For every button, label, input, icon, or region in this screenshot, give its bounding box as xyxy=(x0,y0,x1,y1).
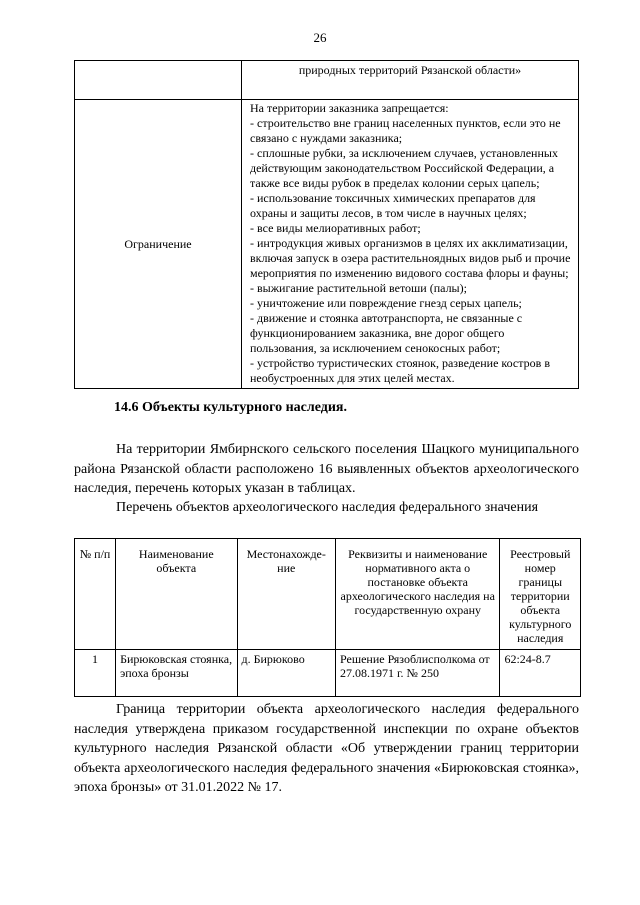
restriction-item: - все виды мелиоративных работ; xyxy=(250,221,421,235)
paragraph-intro: На территории Ямбирнского сельского поселения Шацкого муниципального района Рязанской области расположено 16 выявленных объектов археологического наследия, перечень которых указан в таблицах. xyxy=(74,442,579,496)
restriction-label: Ограничение xyxy=(75,100,242,389)
restriction-item: - строительство вне границ населенных пунктов, если это не связано с нуждами заказника; xyxy=(250,116,561,145)
table-row xyxy=(75,650,581,697)
table-row xyxy=(75,61,579,100)
restriction-list xyxy=(242,100,579,389)
cell-name: Бирюковская стоянка, эпоха бронзы xyxy=(116,650,237,697)
table-header-row xyxy=(75,539,581,650)
cell-location: д. Бирюково xyxy=(237,650,335,697)
table-caption: Перечень объектов археологического наследия федерального значения xyxy=(116,500,539,515)
restriction-item: - устройство туристических стоянок, разведение костров в необустроенных для этих целей местах. xyxy=(250,356,550,385)
restriction-item: - выжигание растительной ветоши (палы); xyxy=(250,281,467,295)
header-requisites: Реквизиты и наименование нормативного акта о постановке объекта археологического наследия на государственную охрану xyxy=(335,539,499,650)
table-row xyxy=(75,100,579,389)
restriction-item: - уничтожение или повреждение гнезд серых цапель; xyxy=(250,296,522,310)
header-num: № п/п xyxy=(75,539,116,650)
section-heading: 14.6 Объекты культурного наследия. xyxy=(114,400,347,415)
cell-registry: 62:24-8.7 xyxy=(500,650,581,697)
cell-num: 1 xyxy=(75,650,116,697)
restriction-item: На территории заказника запрещается: xyxy=(250,101,449,115)
table-cell-empty xyxy=(75,61,242,100)
header-location: Местонахожде-ние xyxy=(237,539,335,650)
restriction-item: - движение и стоянка автотранспорта, не связанные с функционированием заказника, вне дорог общего пользования, за исключением сенокосных работ; xyxy=(250,311,523,355)
restriction-item: - интродукция живых организмов в целях их акклиматизации, включая запуск в озера растительноядных видов рыб и прочие мероприятия по изменению видового состава флоры и фауны; xyxy=(250,236,571,280)
page-number: 26 xyxy=(313,30,327,45)
heritage-objects-table xyxy=(74,538,581,697)
header-registry: Реестровый номер границы территории объекта культурного наследия xyxy=(500,539,581,650)
protected-area-table xyxy=(74,60,579,389)
paragraph-boundary: Граница территории объекта археологического наследия федерального наследия утверждена приказом государственной инспекции по охране объектов культурного наследия Рязанской области «Об утверждении границ территории объекта археологического наследия федерального значения «Бирюковская стоянка», эпоха бронзы» от 31.01.2022 № 17. xyxy=(74,702,579,795)
header-name: Наименование объекта xyxy=(116,539,237,650)
cell-requisites: Решение Рязоблисполкома от 27.08.1971 г. № 250 xyxy=(335,650,499,697)
restriction-item: - использование токсичных химических препаратов для охраны и защиты лесов, в том числе в научных целях; xyxy=(250,191,536,220)
table-cell-continuation: природных территорий Рязанской области» xyxy=(242,61,579,100)
restriction-item: - сплошные рубки, за исключением случаев, установленных действующим законодательством Российской Федерации, а также все виды рубок в пределах колонии серых цапель; xyxy=(250,146,558,190)
